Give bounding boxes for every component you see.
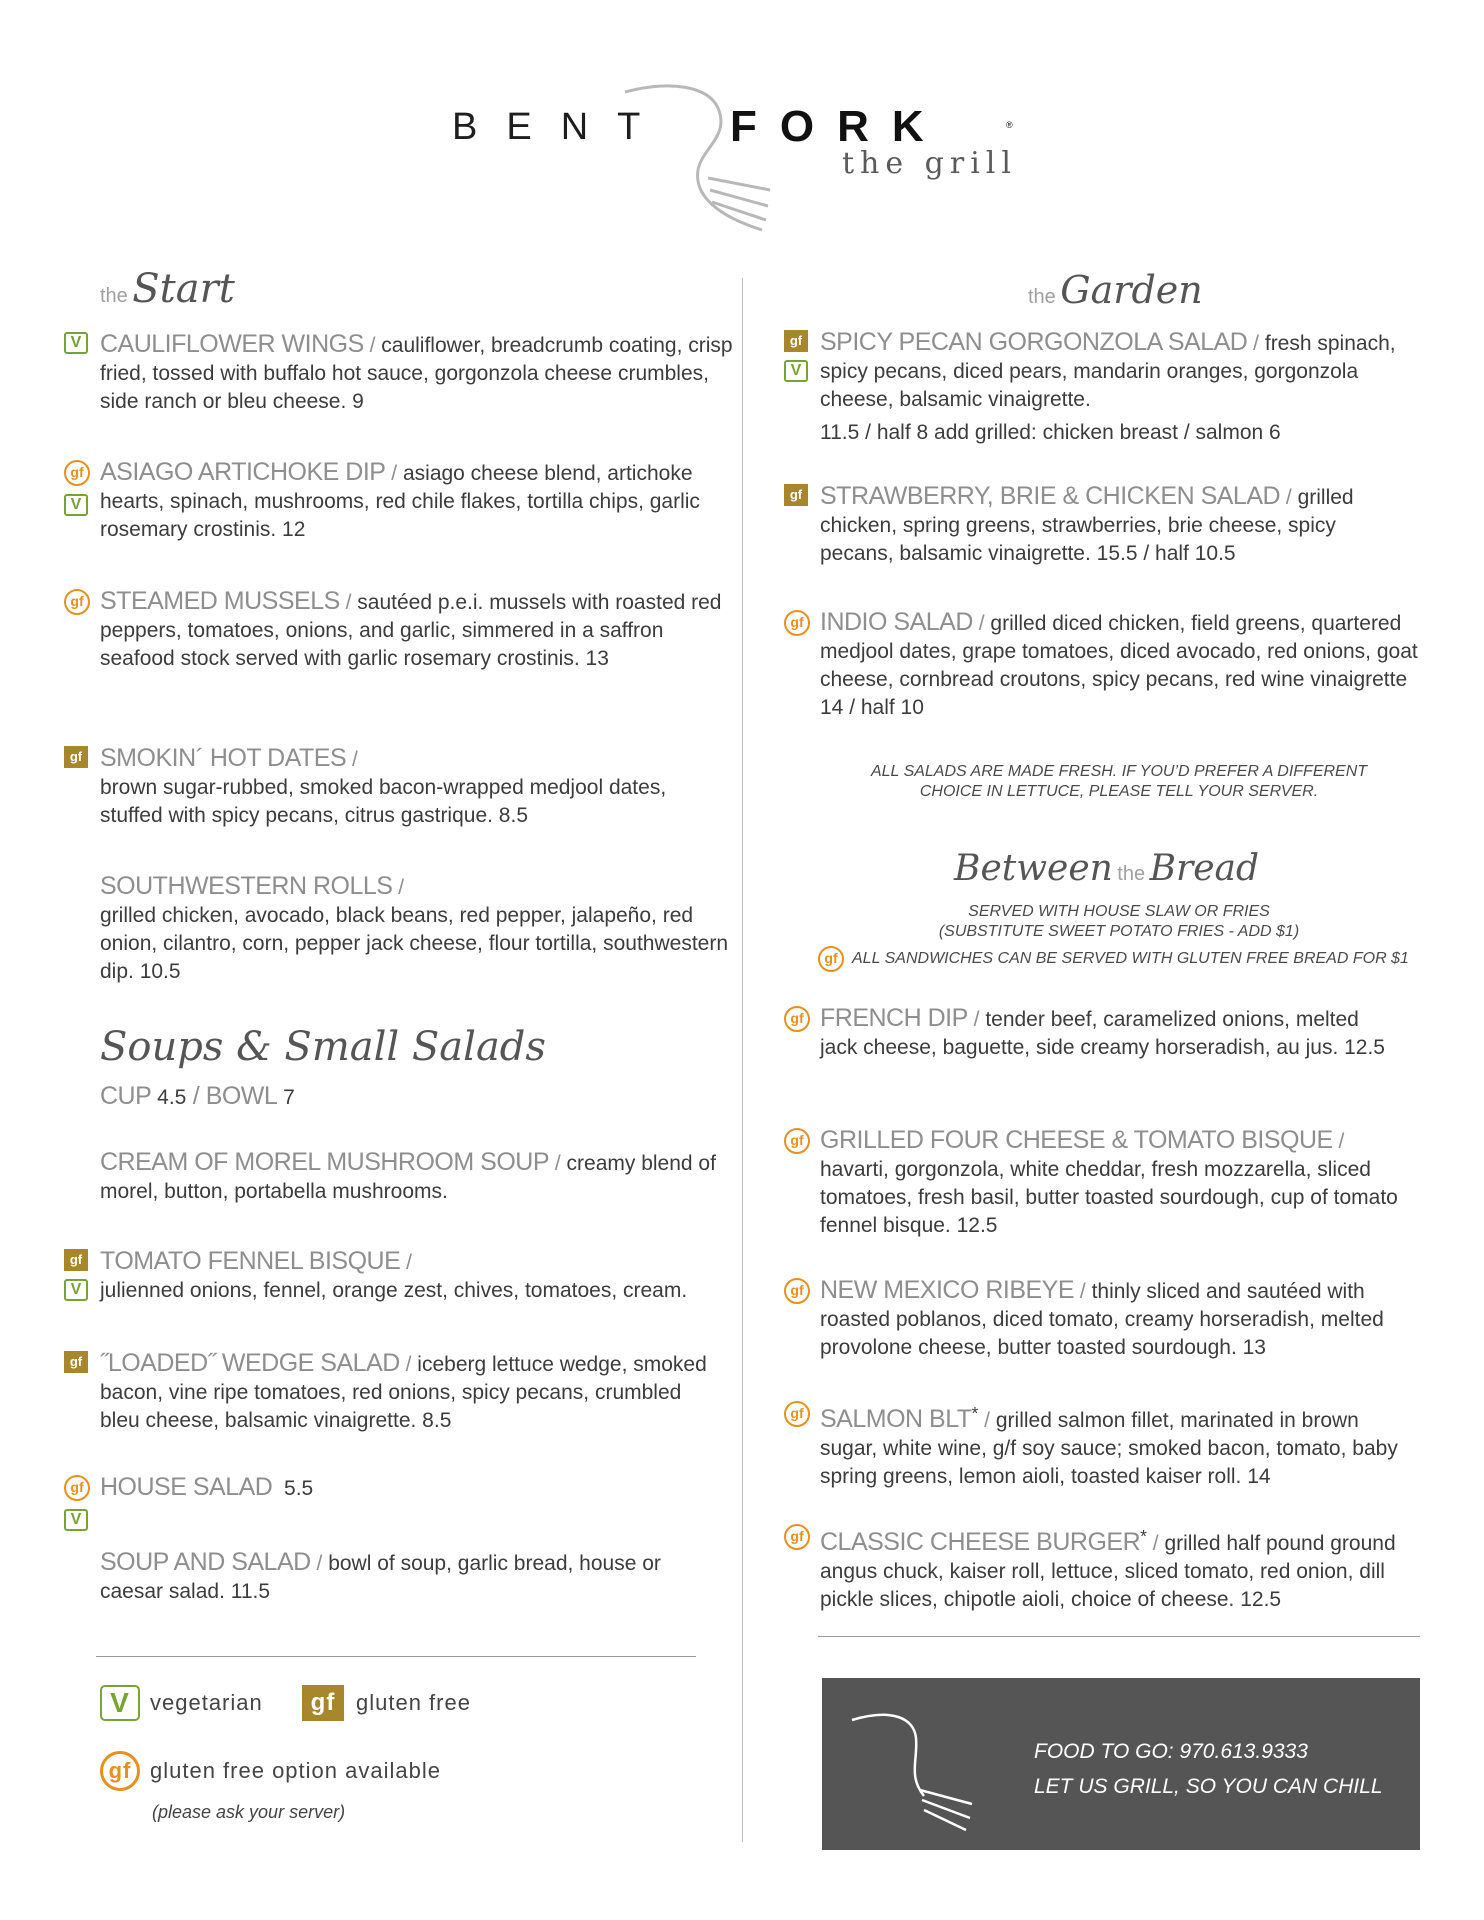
item-desc: grilled chicken, avocado, black beans, red pepper, jalapeño, red onion, cilantro, corn, pepper jack cheese, flour tortilla, southwestern dip. 10.5 xyxy=(100,904,729,983)
gluten-free-option-icon: gf xyxy=(64,589,90,615)
menu-item-house-salad xyxy=(64,1473,314,1528)
menu-item-indio-salad: gf INDIO SALAD / grilled diced chicken, field greens, quartered medjool dates, grape tomatoes, diced avocado, red onions, goat cheese, cornbread croutons, spicy pecans, red wine vinaigrette 14 / half 10 xyxy=(784,608,1420,722)
item-desc: grilled chicken, spring greens, strawberries, brie cheese, spicy pecans, balsamic vinaigrette. 15.5 / half 10.5 xyxy=(820,486,1354,565)
vegetarian-icon: V xyxy=(64,332,88,354)
bread-note-gluten-free xyxy=(818,946,1409,972)
menu-item-french-dip: gf FRENCH DIP / tender beef, caramelized onions, melted jack cheese, baguette, side creamy horseradish, au jus. 12.5 xyxy=(784,1004,1400,1062)
cup-label: CUP xyxy=(100,1082,152,1110)
cup-price: 4.5 xyxy=(157,1086,187,1109)
promo-divider xyxy=(818,1636,1420,1637)
gluten-free-icon: gf xyxy=(64,746,88,768)
vegetarian-icon: V xyxy=(64,494,88,516)
menu-item-smokin-hot-dates: gf SMOKIN´ HOT DATES / brown sugar-rubbed, smoked bacon-wrapped medjool dates, stuffed with spicy pecans, citrus gastrique. 8.5 xyxy=(64,744,690,830)
item-name: FRENCH DIP xyxy=(820,1004,968,1032)
item-desc: iceberg lettuce wedge, smoked bacon, vine ripe tomatoes, red onions, spicy pecans, crumbled bleu cheese, balsamic vinaigrette. 8.5 xyxy=(100,1353,707,1432)
menu-item-spicy-pecan-gorgonzola-salad: gf V SPICY PECAN GORGONZOLA SALAD / fresh spinach, spicy pecans, diced pears, mandarin oranges, gorgonzola cheese, balsamic vinaigrette. 11.5 / half 8 add grilled: chicken breast / salmon 6 xyxy=(784,328,1410,447)
bowl-label: BOWL xyxy=(205,1082,278,1110)
item-desc: julienned onions, fennel, orange zest, chives, tomatoes, cream. xyxy=(100,1279,688,1302)
menu-item-tomato-fennel-bisque: gf V TOMATO FENNEL BISQUE / julienned onions, fennel, orange zest, chives, tomatoes, cream. xyxy=(64,1247,720,1305)
item-name: CAULIFLOWER WINGS xyxy=(100,330,364,358)
start-heading-the: the xyxy=(100,285,128,307)
menu-item-southwestern-rolls: SOUTHWESTERN ROLLS / grilled chicken, avocado, black beans, red pepper, jalapeño, red onion, cilantro, corn, pepper jack cheese, flour tortilla, southwestern dip. 10.5 xyxy=(100,872,729,983)
bread-heading-between: Between xyxy=(954,848,1113,889)
promo-tagline: LET US GRILL, SO YOU CAN CHILL xyxy=(1034,1775,1383,1798)
item-desc: creamy blend of morel, button, portabella mushrooms. xyxy=(100,1152,716,1203)
item-star: * xyxy=(1140,1526,1147,1546)
gluten-free-option-icon: gf xyxy=(784,1524,810,1550)
menu-item-soup-and-salad: SOUP AND SALAD / bowl of soup, garlic bread, house or caesar salad. 11.5 xyxy=(100,1548,661,1603)
menu-item-strawberry-brie-chicken-salad: gf STRAWBERRY, BRIE & CHICKEN SALAD / grilled chicken, spring greens, strawberries, brie cheese, spicy pecans, balsamic vinaigrette. 15.5 / half 10.5 xyxy=(784,482,1400,568)
start-heading-title: Start xyxy=(132,266,235,312)
start-heading xyxy=(100,266,235,312)
gluten-free-option-icon: gf xyxy=(784,1128,810,1154)
item-name: GRILLED FOUR CHEESE & TOMATO BISQUE xyxy=(820,1126,1333,1154)
menu-item-asiago-artichoke-dip: gf V ASIAGO ARTICHOKE DIP / asiago cheese blend, artichoke hearts, spinach, mushrooms, red chile flakes, tortilla chips, garlic rosemary crostinis. 12 xyxy=(64,458,700,544)
vegetarian-icon: V xyxy=(64,1509,88,1531)
item-desc: bowl of soup, garlic bread, house or caesar salad. 11.5 xyxy=(100,1552,661,1603)
item-desc: tender beef, caramelized onions, melted jack cheese, baguette, side creamy horseradish, au jus. 12.5 xyxy=(820,1008,1385,1059)
item-desc: fresh spinach, spicy pecans, diced pears, mandarin oranges, gorgonzola cheese, balsamic vinaigrette. xyxy=(820,332,1396,411)
item-desc: grilled half pound ground angus chuck, kaiser roll, lettuce, sliced tomato, red onion, dill pickle slices, chipotle aioli, choice of cheese. 12.5 xyxy=(820,1532,1396,1611)
item-name: STRAWBERRY, BRIE & CHICKEN SALAD xyxy=(820,482,1281,510)
gluten-free-option-icon: gf xyxy=(64,460,90,486)
gluten-free-option-icon: gf xyxy=(784,1006,810,1032)
garden-heading-title: Garden xyxy=(1060,268,1203,312)
bread-heading-the: the xyxy=(1117,863,1146,885)
vegetarian-icon: V xyxy=(784,360,808,382)
item-name: SOUP AND SALAD xyxy=(100,1548,311,1576)
menu-item-cream-of-morel-soup: CREAM OF MOREL MUSHROOM SOUP / creamy blend of morel, button, portabella mushrooms. xyxy=(100,1148,716,1203)
item-desc: sautéed p.e.i. mussels with roasted red peppers, tomatoes, onions, and garlic, simmered in a saffron seafood stock served with garlic rosemary crostinis. 13 xyxy=(100,591,722,670)
restaurant-logo xyxy=(440,78,1040,238)
menu-item-steamed-mussels: gf STEAMED MUSSELS / sautéed p.e.i. mussels with roasted red peppers, tomatoes, onions, and garlic, simmered in a saffron seafood stock served with garlic rosemary crostinis. 13 xyxy=(64,587,740,673)
menu-item-salmon-blt: gf SALMON BLT* / grilled salmon fillet, marinated in brown sugar, white wine, g/f soy sauce; smoked bacon, tomato, baby spring greens, lemon aioli, toasted kaiser roll. 14 xyxy=(784,1399,1410,1491)
logo-tagline: the grill xyxy=(842,146,1017,181)
bread-heading xyxy=(954,848,1259,889)
item-price: 5.5 xyxy=(284,1477,314,1500)
garden-heading-the: the xyxy=(1028,286,1056,308)
legend-gluten-free xyxy=(302,1685,471,1721)
item-name: SOUTHWESTERN ROLLS xyxy=(100,872,393,900)
gluten-free-icon: gf xyxy=(784,330,808,352)
bread-note-substitute: (SUBSTITUTE SWEET POTATO FRIES - ADD $1) xyxy=(938,923,1300,940)
legend-vegetarian-label: vegetarian xyxy=(150,1690,263,1715)
legend-gluten-free-label: gluten free xyxy=(356,1690,471,1715)
gluten-free-icon: gf xyxy=(64,1351,88,1373)
item-name: HOUSE SALAD xyxy=(100,1473,273,1501)
item-name: ˝LOADED˝ WEDGE SALAD xyxy=(100,1349,400,1377)
item-desc: asiago cheese blend, artichoke hearts, spinach, mushrooms, red chile flakes, tortilla chips, garlic rosemary crostinis. 12 xyxy=(100,462,700,541)
item-name: NEW MEXICO RIBEYE xyxy=(820,1276,1075,1304)
bread-heading-bread: Bread xyxy=(1149,848,1260,889)
item-price-options: 11.5 / half 8 add grilled: chicken breast / salmon 6 xyxy=(820,421,1281,444)
to-go-phone: FOOD TO GO: 970.613.9333 xyxy=(1034,1740,1308,1763)
gluten-free-option-icon: gf xyxy=(784,1401,810,1427)
menu-item-grilled-four-cheese: gf GRILLED FOUR CHEESE & TOMATO BISQUE / havarti, gorgonzola, white cheddar, fresh mozzarella, sliced tomatoes, fresh basil, butter toasted sourdough, cup of tomato fennel bisque. 12.5 xyxy=(784,1126,1415,1240)
item-name: CLASSIC CHEESE BURGER xyxy=(820,1528,1141,1556)
item-name: INDIO SALAD xyxy=(820,608,973,636)
legend-gluten-free-option-label: gluten free option available xyxy=(150,1758,441,1783)
menu-item-new-mexico-ribeye: gf NEW MEXICO RIBEYE / thinly sliced and sautéed with roasted poblanos, diced tomato, creamy horseradish, melted provolone cheese, butter toasted sourdough. 13 xyxy=(784,1276,1410,1362)
bread-note-gluten-free-text: ALL SANDWICHES CAN BE SERVED WITH GLUTEN FREE BREAD FOR $1 xyxy=(852,950,1409,967)
gluten-free-option-icon: gf xyxy=(818,946,844,972)
gluten-free-option-icon: gf xyxy=(64,1475,90,1501)
to-go-promo-box xyxy=(822,1678,1420,1850)
item-name: TOMATO FENNEL BISQUE xyxy=(100,1247,401,1275)
gluten-free-icon: gf xyxy=(302,1685,344,1721)
gluten-free-option-icon: gf xyxy=(100,1751,140,1791)
menu-item-classic-cheese-burger: gf CLASSIC CHEESE BURGER* / grilled half pound ground angus chuck, kaiser roll, lettuce, sliced tomato, red onion, dill pickle slices, chipotle aioli, choice of cheese. 12.5 xyxy=(784,1522,1410,1614)
item-name: CREAM OF MOREL MUSHROOM SOUP xyxy=(100,1148,549,1176)
item-name: STEAMED MUSSELS xyxy=(100,587,340,615)
menu-item-cauliflower-wings: V CAULIFLOWER WINGS / cauliflower, breadcrumb coating, crisp fried, tossed with buffalo hot sauce, gorgonzola cheese crumbles, side ranch or bleu cheese. 9 xyxy=(64,330,740,416)
fork-logo-icon xyxy=(822,1678,1022,1850)
item-name: ASIAGO ARTICHOKE DIP xyxy=(100,458,386,486)
gluten-free-icon: gf xyxy=(784,484,808,506)
legend-vegetarian xyxy=(100,1685,263,1721)
cup-bowl-prices: CUP 4.5 / BOWL 7 xyxy=(100,1082,295,1110)
item-desc: cauliflower, breadcrumb coating, crisp fried, tossed with buffalo hot sauce, gorgonzola cheese crumbles, side ranch or bleu cheese. 9 xyxy=(100,334,733,413)
item-name: SMOKIN´ HOT DATES xyxy=(100,744,347,772)
logo-word-bent: BENT xyxy=(452,106,670,148)
soups-heading: Soups & Small Salads xyxy=(100,1024,546,1070)
legend-gluten-free-option xyxy=(100,1751,441,1791)
garden-heading xyxy=(1028,268,1203,312)
gluten-free-icon: gf xyxy=(64,1249,88,1271)
menu-item-loaded-wedge-salad: gf ˝LOADED˝ WEDGE SALAD / iceberg lettuce wedge, smoked bacon, vine ripe tomatoes, red onions, spicy pecans, crumbled bleu cheese, balsamic vinaigrette. 8.5 xyxy=(64,1349,710,1435)
item-desc: grilled diced chicken, field greens, quartered medjool dates, grape tomatoes, diced avocado, red onions, goat cheese, cornbread croutons, spicy pecans, red wine vinaigrette 14 / half 10 xyxy=(820,612,1418,719)
item-star: * xyxy=(971,1403,979,1423)
item-desc: grilled salmon fillet, marinated in brown sugar, white wine, g/f soy sauce; smoked bacon, tomato, baby spring greens, lemon aioli, toasted kaiser roll. 14 xyxy=(820,1409,1398,1488)
registered-mark: ® xyxy=(1006,120,1013,130)
bread-note-sides: SERVED WITH HOUSE SLAW OR FRIES xyxy=(968,903,1270,920)
gluten-free-option-icon: gf xyxy=(784,610,810,636)
gluten-free-option-icon: gf xyxy=(784,1278,810,1304)
vegetarian-icon: V xyxy=(64,1279,88,1301)
bowl-price: 7 xyxy=(283,1086,295,1109)
legend-divider xyxy=(96,1656,696,1657)
vegetarian-icon: V xyxy=(100,1685,140,1721)
item-desc: havarti, gorgonzola, white cheddar, fresh mozzarella, sliced tomatoes, fresh basil, butter toasted sourdough, cup of tomato fennel bisque. 12.5 xyxy=(820,1158,1398,1237)
item-name: SALMON BLT xyxy=(820,1405,972,1433)
item-desc: brown sugar-rubbed, smoked bacon-wrapped medjool dates, stuffed with spicy pecans, citrus gastrique. 8.5 xyxy=(100,776,667,827)
column-divider xyxy=(742,278,743,1842)
item-name: SPICY PECAN GORGONZOLA SALAD xyxy=(820,328,1248,356)
item-desc: thinly sliced and sautéed with roasted poblanos, diced tomato, creamy horseradish, melted provolone cheese, butter toasted sourdough. 13 xyxy=(820,1280,1384,1359)
salad-note: ALL SALADS ARE MADE FRESH. IF YOU’D PREFER A DIFFERENT CHOICE IN LETTUCE, PLEASE TELL YOUR SERVER. xyxy=(870,763,1368,800)
legend-ask-server: (please ask your server) xyxy=(152,1802,346,1822)
logo-word-fork: FORK xyxy=(730,102,947,151)
